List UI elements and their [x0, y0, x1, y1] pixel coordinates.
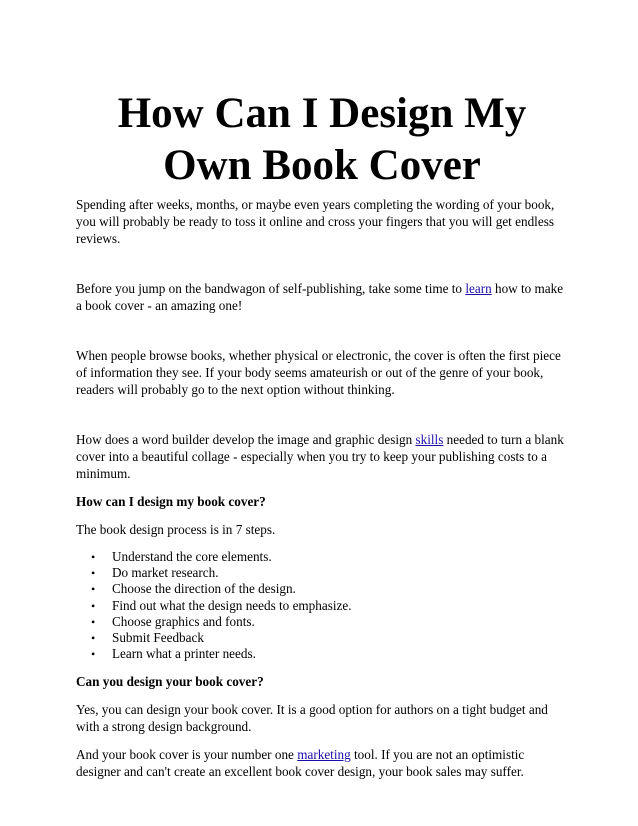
- list-item: [76, 614, 568, 630]
- steps-intro: The book design process is in 7 steps.: [76, 522, 276, 537]
- bullet-icon: •: [91, 582, 96, 597]
- bullet-icon: •: [91, 631, 96, 646]
- list-item-text: Find out what the design needs to emphasize.: [112, 597, 352, 613]
- marketing-link[interactable]: marketing: [297, 747, 351, 763]
- bullet-icon: •: [91, 598, 96, 613]
- marketing-paragraph: [76, 746, 568, 780]
- bullet-icon: •: [91, 566, 96, 581]
- list-item: [76, 565, 568, 581]
- list-item: [76, 549, 568, 565]
- learn-link[interactable]: learn: [465, 281, 492, 296]
- list-item: [76, 646, 568, 662]
- list-item-text: Submit Feedback: [112, 630, 204, 646]
- bandwagon-paragraph: [76, 280, 568, 314]
- budget-paragraph: Yes, you can design your book cover. It is a good option for authors on a tight budget and with a strong design background.: [76, 702, 548, 735]
- list-item-text: Learn what a printer needs.: [112, 646, 256, 662]
- bullet-icon: •: [91, 614, 96, 629]
- list-item: [76, 581, 568, 597]
- intro-paragraph: Spending after weeks, months, or maybe even years completing the wording of your book, you will probably be ready to toss it online and cross your fingers that you will get endless reviews.: [76, 197, 555, 246]
- bullet-icon: •: [91, 647, 96, 662]
- skills-text-after: needed to turn a blank cover into a beautiful collage - especially when you try to keep your publishing costs to a minimum.: [76, 432, 564, 481]
- skills-link[interactable]: skills: [415, 432, 444, 447]
- skills-paragraph: [76, 431, 568, 482]
- list-item-text: Choose the direction of the design.: [112, 581, 296, 597]
- marketing-text-after: tool. If you are not an optimistic designer and can't create an excellent book cover design, your book sales may suffer.: [76, 747, 525, 780]
- bandwagon-text-before: Before you jump on the bandwagon of self-publishing, take some time to: [76, 281, 466, 296]
- list-item-text: Do market research.: [112, 565, 219, 581]
- list-item-text: Choose graphics and fonts.: [112, 613, 255, 629]
- document-title: How Can I Design My Own Book Cover: [117, 90, 527, 189]
- list-item-text: Understand the core elements.: [112, 549, 272, 564]
- section-heading-how: How can I design my book cover?: [76, 494, 266, 509]
- section-heading-can: Can you design your book cover?: [76, 674, 264, 690]
- browse-paragraph: When people browse books, whether physical or electronic, the cover is often the first piece of information they see. If your body seems amateurish or out of the genre of your book, readers will probably go to the next option without thinking.: [76, 348, 561, 397]
- bandwagon-text-after: how to make a book cover - an amazing one!: [76, 281, 564, 313]
- steps-list: [76, 549, 568, 662]
- marketing-text-before: And your book cover is your number one: [76, 747, 298, 763]
- list-item: [76, 630, 568, 646]
- list-item: [76, 598, 568, 614]
- skills-text-before: How does a word builder develop the image and graphic design: [76, 432, 416, 447]
- bullet-icon: •: [91, 550, 96, 564]
